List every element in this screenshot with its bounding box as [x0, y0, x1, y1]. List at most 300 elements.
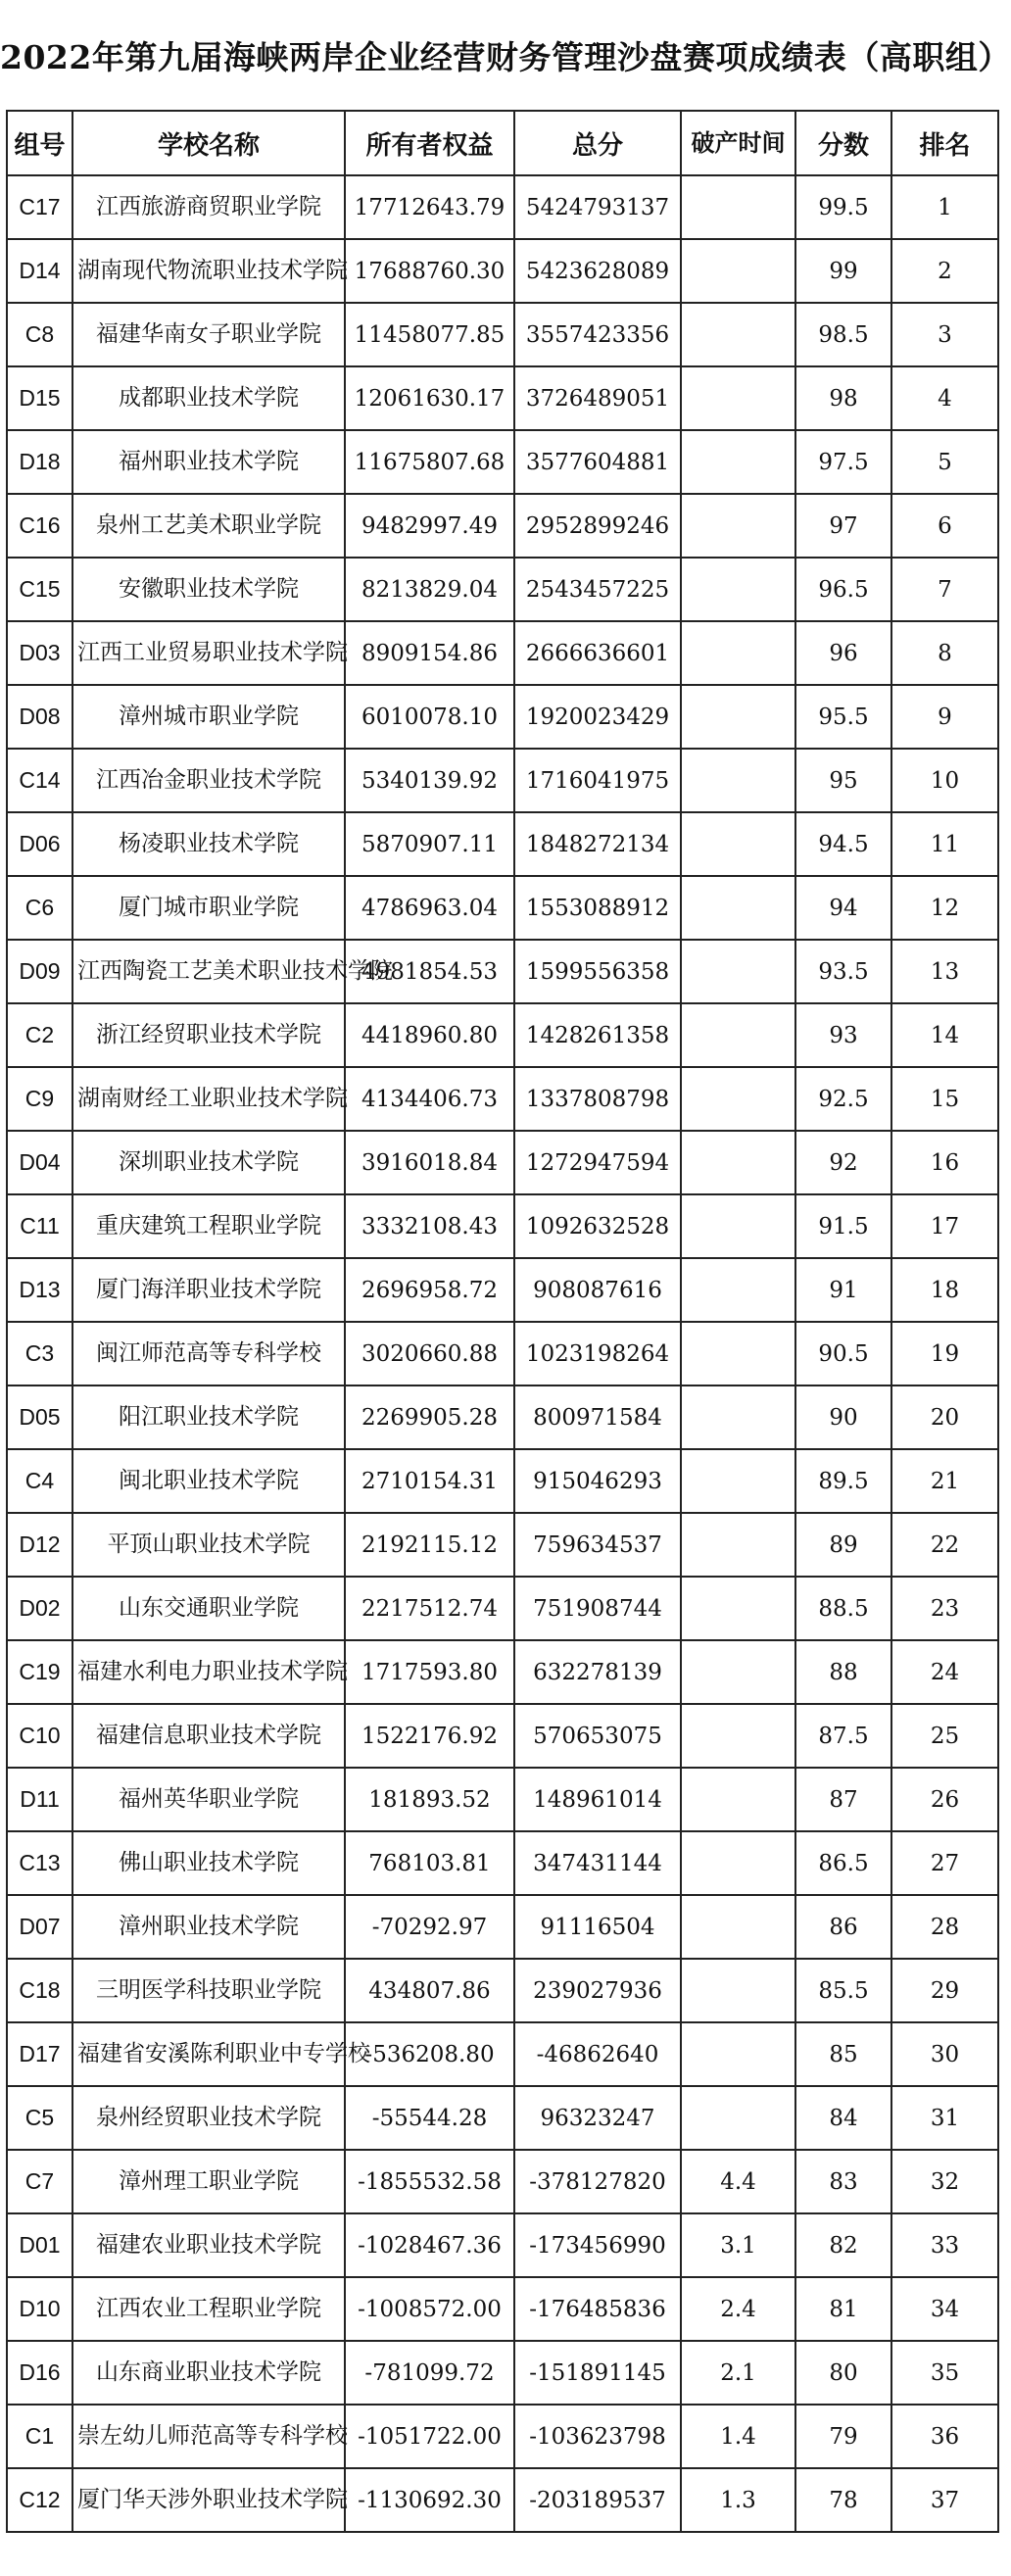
cell-group: C18: [7, 1959, 72, 2022]
cell-score: 89: [795, 1513, 891, 1577]
table-row: [7, 1322, 998, 1385]
cell-rank: 5: [891, 430, 998, 494]
cell-total: -103623798: [514, 2405, 681, 2468]
cell-bankrupt-time: [681, 1640, 795, 1704]
cell-group: D02: [7, 1577, 72, 1640]
cell-rank: 14: [891, 1003, 998, 1067]
cell-total: 148961014: [514, 1768, 681, 1831]
cell-school: 福建信息职业技术学院: [72, 1704, 345, 1768]
table-row: [7, 494, 998, 558]
cell-total: 800971584: [514, 1385, 681, 1449]
cell-total: 1848272134: [514, 812, 681, 876]
cell-score: 93.5: [795, 940, 891, 1003]
cell-score: 80: [795, 2341, 891, 2405]
cell-score: 98.5: [795, 303, 891, 366]
cell-bankrupt-time: [681, 1003, 795, 1067]
cell-school: 闽北职业技术学院: [72, 1449, 345, 1513]
cell-bankrupt-time: [681, 558, 795, 621]
cell-school: 江西旅游商贸职业学院: [72, 175, 345, 239]
cell-group: D06: [7, 812, 72, 876]
cell-total: 759634537: [514, 1513, 681, 1577]
cell-total: 2543457225: [514, 558, 681, 621]
cell-school: 杨凌职业技术学院: [72, 812, 345, 876]
cell-equity: 11458077.85: [345, 303, 514, 366]
table-row: [7, 1258, 998, 1322]
cell-score: 84: [795, 2086, 891, 2150]
cell-school: 福建华南女子职业学院: [72, 303, 345, 366]
table-row: [7, 2022, 998, 2086]
table-row: [7, 1831, 998, 1895]
table-row: [7, 685, 998, 749]
cell-school: 湖南财经工业职业技术学院: [72, 1067, 345, 1131]
cell-total: -378127820: [514, 2150, 681, 2213]
table-row: [7, 2277, 998, 2341]
cell-school: 福建农业职业技术学院: [72, 2213, 345, 2277]
cell-equity: 8909154.86: [345, 621, 514, 685]
cell-rank: 33: [891, 2213, 998, 2277]
cell-total: 96323247: [514, 2086, 681, 2150]
table-row: [7, 430, 998, 494]
cell-rank: 15: [891, 1067, 998, 1131]
table-row: [7, 558, 998, 621]
cell-bankrupt-time: [681, 1322, 795, 1385]
table-row: [7, 2341, 998, 2405]
cell-rank: 16: [891, 1131, 998, 1194]
cell-bankrupt-time: [681, 1194, 795, 1258]
cell-group: C14: [7, 749, 72, 812]
cell-total: 2666636601: [514, 621, 681, 685]
cell-equity: 4981854.53: [345, 940, 514, 1003]
cell-bankrupt-time: [681, 2022, 795, 2086]
cell-rank: 2: [891, 239, 998, 303]
cell-score: 97: [795, 494, 891, 558]
table-row: [7, 1640, 998, 1704]
cell-total: 1092632528: [514, 1194, 681, 1258]
cell-bankrupt-time: [681, 2086, 795, 2150]
cell-score: 90: [795, 1385, 891, 1449]
cell-group: D12: [7, 1513, 72, 1577]
table-row: [7, 940, 998, 1003]
cell-score: 98: [795, 366, 891, 430]
cell-group: C5: [7, 2086, 72, 2150]
cell-score: 85.5: [795, 1959, 891, 2022]
cell-school: 江西陶瓷工艺美术职业技术学院: [72, 940, 345, 1003]
cell-score: 94.5: [795, 812, 891, 876]
cell-rank: 29: [891, 1959, 998, 2022]
cell-equity: 1717593.80: [345, 1640, 514, 1704]
cell-total: 1716041975: [514, 749, 681, 812]
table-row: [7, 2213, 998, 2277]
cell-bankrupt-time: [681, 621, 795, 685]
cell-rank: 34: [891, 2277, 998, 2341]
cell-rank: 13: [891, 940, 998, 1003]
cell-equity: 3332108.43: [345, 1194, 514, 1258]
cell-total: -46862640: [514, 2022, 681, 2086]
cell-rank: 24: [891, 1640, 998, 1704]
cell-total: 91116504: [514, 1895, 681, 1959]
cell-total: -151891145: [514, 2341, 681, 2405]
table-row: [7, 175, 998, 239]
cell-school: 湖南现代物流职业技术学院: [72, 239, 345, 303]
table-row: [7, 749, 998, 812]
cell-score: 95: [795, 749, 891, 812]
table-row: [7, 1131, 998, 1194]
cell-score: 82: [795, 2213, 891, 2277]
header-group: 组号: [7, 111, 72, 175]
cell-school: 三明医学科技职业学院: [72, 1959, 345, 2022]
cell-equity: -1008572.00: [345, 2277, 514, 2341]
table-row: [7, 1385, 998, 1449]
cell-equity: 2217512.74: [345, 1577, 514, 1640]
cell-equity: 4134406.73: [345, 1067, 514, 1131]
cell-school: 山东交通职业学院: [72, 1577, 345, 1640]
cell-equity: -1130692.30: [345, 2468, 514, 2532]
table-row: [7, 1449, 998, 1513]
cell-group: C2: [7, 1003, 72, 1067]
cell-equity: 5340139.92: [345, 749, 514, 812]
cell-rank: 3: [891, 303, 998, 366]
cell-rank: 28: [891, 1895, 998, 1959]
cell-school: 漳州城市职业学院: [72, 685, 345, 749]
cell-bankrupt-time: 2.1: [681, 2341, 795, 2405]
cell-bankrupt-time: [681, 940, 795, 1003]
cell-group: C9: [7, 1067, 72, 1131]
cell-school: 重庆建筑工程职业学院: [72, 1194, 345, 1258]
table-row: [7, 2086, 998, 2150]
cell-school: 江西工业贸易职业技术学院: [72, 621, 345, 685]
cell-bankrupt-time: [681, 303, 795, 366]
cell-total: 751908744: [514, 1577, 681, 1640]
cell-bankrupt-time: [681, 366, 795, 430]
cell-school: 福州英华职业学院: [72, 1768, 345, 1831]
cell-total: -173456990: [514, 2213, 681, 2277]
cell-group: D03: [7, 621, 72, 685]
cell-equity: -536208.80: [345, 2022, 514, 2086]
cell-equity: 1522176.92: [345, 1704, 514, 1768]
cell-total: 239027936: [514, 1959, 681, 2022]
table-row: [7, 876, 998, 940]
cell-bankrupt-time: [681, 239, 795, 303]
cell-score: 86: [795, 1895, 891, 1959]
cell-score: 95.5: [795, 685, 891, 749]
table-row: [7, 1003, 998, 1067]
cell-score: 88.5: [795, 1577, 891, 1640]
table-row: [7, 1959, 998, 2022]
cell-equity: 4786963.04: [345, 876, 514, 940]
cell-bankrupt-time: 2.4: [681, 2277, 795, 2341]
cell-bankrupt-time: [681, 1768, 795, 1831]
cell-score: 92.5: [795, 1067, 891, 1131]
cell-total: 1553088912: [514, 876, 681, 940]
cell-score: 81: [795, 2277, 891, 2341]
cell-bankrupt-time: 1.3: [681, 2468, 795, 2532]
table-row: [7, 239, 998, 303]
cell-bankrupt-time: [681, 430, 795, 494]
cell-total: 1023198264: [514, 1322, 681, 1385]
cell-rank: 25: [891, 1704, 998, 1768]
cell-equity: 3916018.84: [345, 1131, 514, 1194]
cell-total: 1272947594: [514, 1131, 681, 1194]
cell-bankrupt-time: [681, 1577, 795, 1640]
cell-school: 山东商业职业技术学院: [72, 2341, 345, 2405]
cell-school: 江西农业工程职业学院: [72, 2277, 345, 2341]
header-equity: 所有者权益: [345, 111, 514, 175]
cell-score: 79: [795, 2405, 891, 2468]
cell-school: 江西冶金职业技术学院: [72, 749, 345, 812]
table-row: [7, 303, 998, 366]
cell-bankrupt-time: [681, 876, 795, 940]
cell-group: D07: [7, 1895, 72, 1959]
table-row: [7, 1513, 998, 1577]
cell-equity: -55544.28: [345, 2086, 514, 2150]
cell-bankrupt-time: [681, 1385, 795, 1449]
cell-group: D13: [7, 1258, 72, 1322]
header-school: 学校名称: [72, 111, 345, 175]
cell-group: D09: [7, 940, 72, 1003]
cell-total: 908087616: [514, 1258, 681, 1322]
cell-score: 99: [795, 239, 891, 303]
cell-school: 平顶山职业技术学院: [72, 1513, 345, 1577]
cell-score: 85: [795, 2022, 891, 2086]
table-row: [7, 2468, 998, 2532]
cell-total: 1337808798: [514, 1067, 681, 1131]
cell-group: D15: [7, 366, 72, 430]
table-row: [7, 812, 998, 876]
table-row: [7, 1895, 998, 1959]
cell-score: 86.5: [795, 1831, 891, 1895]
cell-score: 87.5: [795, 1704, 891, 1768]
cell-group: C12: [7, 2468, 72, 2532]
cell-rank: 37: [891, 2468, 998, 2532]
cell-score: 78: [795, 2468, 891, 2532]
cell-bankrupt-time: [681, 685, 795, 749]
cell-bankrupt-time: [681, 1831, 795, 1895]
header-rank: 排名: [891, 111, 998, 175]
cell-bankrupt-time: [681, 494, 795, 558]
cell-rank: 10: [891, 749, 998, 812]
cell-school: 阳江职业技术学院: [72, 1385, 345, 1449]
table-row: [7, 366, 998, 430]
cell-equity: 2696958.72: [345, 1258, 514, 1322]
page-title: 2022年第九届海峡两岸企业经营财务管理沙盘赛项成绩表（高职组）: [0, 37, 1011, 76]
cell-rank: 35: [891, 2341, 998, 2405]
cell-bankrupt-time: [681, 1067, 795, 1131]
cell-total: 1920023429: [514, 685, 681, 749]
cell-school: 福建省安溪陈利职业中专学校: [72, 2022, 345, 2086]
cell-score: 94: [795, 876, 891, 940]
cell-bankrupt-time: [681, 1131, 795, 1194]
cell-school: 崇左幼儿师范高等专科学校: [72, 2405, 345, 2468]
cell-equity: 17712643.79: [345, 175, 514, 239]
cell-total: 1428261358: [514, 1003, 681, 1067]
cell-group: C16: [7, 494, 72, 558]
cell-rank: 12: [891, 876, 998, 940]
cell-equity: 8213829.04: [345, 558, 514, 621]
cell-school: 佛山职业技术学院: [72, 1831, 345, 1895]
cell-equity: 5870907.11: [345, 812, 514, 876]
cell-rank: 31: [891, 2086, 998, 2150]
cell-group: C15: [7, 558, 72, 621]
cell-rank: 11: [891, 812, 998, 876]
cell-group: C8: [7, 303, 72, 366]
cell-score: 92: [795, 1131, 891, 1194]
cell-equity: 6010078.10: [345, 685, 514, 749]
cell-group: C6: [7, 876, 72, 940]
cell-equity: 2192115.12: [345, 1513, 514, 1577]
cell-equity: -781099.72: [345, 2341, 514, 2405]
cell-score: 83: [795, 2150, 891, 2213]
cell-group: C1: [7, 2405, 72, 2468]
cell-rank: 19: [891, 1322, 998, 1385]
cell-school: 安徽职业技术学院: [72, 558, 345, 621]
cell-bankrupt-time: [681, 1513, 795, 1577]
cell-score: 96: [795, 621, 891, 685]
cell-group: C4: [7, 1449, 72, 1513]
cell-group: C3: [7, 1322, 72, 1385]
cell-equity: 4418960.80: [345, 1003, 514, 1067]
cell-bankrupt-time: [681, 1258, 795, 1322]
cell-group: D16: [7, 2341, 72, 2405]
cell-total: 570653075: [514, 1704, 681, 1768]
cell-group: C17: [7, 175, 72, 239]
cell-bankrupt-time: [681, 1959, 795, 2022]
cell-school: 厦门城市职业学院: [72, 876, 345, 940]
cell-total: 3577604881: [514, 430, 681, 494]
cell-school: 漳州职业技术学院: [72, 1895, 345, 1959]
cell-equity: -1028467.36: [345, 2213, 514, 2277]
cell-rank: 8: [891, 621, 998, 685]
results-table: [6, 110, 999, 2533]
cell-rank: 26: [891, 1768, 998, 1831]
cell-school: 泉州工艺美术职业学院: [72, 494, 345, 558]
cell-school: 成都职业技术学院: [72, 366, 345, 430]
cell-equity: 17688760.30: [345, 239, 514, 303]
cell-school: 厦门海洋职业技术学院: [72, 1258, 345, 1322]
cell-bankrupt-time: 4.4: [681, 2150, 795, 2213]
cell-score: 93: [795, 1003, 891, 1067]
cell-school: 厦门华天涉外职业技术学院: [72, 2468, 345, 2532]
header-row: [7, 111, 998, 175]
cell-equity: 9482997.49: [345, 494, 514, 558]
table-row: [7, 1704, 998, 1768]
cell-group: C19: [7, 1640, 72, 1704]
table-row: [7, 1067, 998, 1131]
cell-score: 97.5: [795, 430, 891, 494]
cell-total: 632278139: [514, 1640, 681, 1704]
cell-total: 1599556358: [514, 940, 681, 1003]
cell-bankrupt-time: 3.1: [681, 2213, 795, 2277]
cell-rank: 6: [891, 494, 998, 558]
cell-score: 87: [795, 1768, 891, 1831]
header-total: 总分: [514, 111, 681, 175]
cell-rank: 27: [891, 1831, 998, 1895]
cell-score: 90.5: [795, 1322, 891, 1385]
cell-rank: 7: [891, 558, 998, 621]
cell-rank: 4: [891, 366, 998, 430]
cell-total: 2952899246: [514, 494, 681, 558]
table-row: [7, 1577, 998, 1640]
cell-score: 96.5: [795, 558, 891, 621]
cell-bankrupt-time: [681, 175, 795, 239]
cell-group: C11: [7, 1194, 72, 1258]
cell-total: -176485836: [514, 2277, 681, 2341]
table-body: [7, 175, 998, 2532]
cell-group: D04: [7, 1131, 72, 1194]
cell-equity: 2269905.28: [345, 1385, 514, 1449]
cell-score: 91: [795, 1258, 891, 1322]
cell-equity: 12061630.17: [345, 366, 514, 430]
cell-rank: 21: [891, 1449, 998, 1513]
cell-group: C13: [7, 1831, 72, 1895]
cell-group: D14: [7, 239, 72, 303]
cell-score: 88: [795, 1640, 891, 1704]
table-row: [7, 2150, 998, 2213]
cell-group: D10: [7, 2277, 72, 2341]
cell-rank: 20: [891, 1385, 998, 1449]
cell-equity: 3020660.88: [345, 1322, 514, 1385]
cell-equity: -1051722.00: [345, 2405, 514, 2468]
cell-school: 深圳职业技术学院: [72, 1131, 345, 1194]
cell-total: 5424793137: [514, 175, 681, 239]
cell-rank: 22: [891, 1513, 998, 1577]
cell-school: 漳州理工职业学院: [72, 2150, 345, 2213]
table-row: [7, 1768, 998, 1831]
cell-equity: -1855532.58: [345, 2150, 514, 2213]
cell-rank: 36: [891, 2405, 998, 2468]
cell-group: D17: [7, 2022, 72, 2086]
cell-total: 5423628089: [514, 239, 681, 303]
table-row: [7, 621, 998, 685]
header-bankrupt-time: 破产时间: [681, 111, 795, 175]
header-score: 分数: [795, 111, 891, 175]
cell-rank: 17: [891, 1194, 998, 1258]
table-row: [7, 1194, 998, 1258]
cell-equity: -70292.97: [345, 1895, 514, 1959]
cell-total: -203189537: [514, 2468, 681, 2532]
cell-bankrupt-time: 1.4: [681, 2405, 795, 2468]
cell-rank: 18: [891, 1258, 998, 1322]
cell-group: D08: [7, 685, 72, 749]
cell-total: 915046293: [514, 1449, 681, 1513]
table-row: [7, 2405, 998, 2468]
cell-rank: 32: [891, 2150, 998, 2213]
cell-group: D11: [7, 1768, 72, 1831]
cell-score: 89.5: [795, 1449, 891, 1513]
cell-equity: 11675807.68: [345, 430, 514, 494]
cell-bankrupt-time: [681, 1449, 795, 1513]
cell-score: 99.5: [795, 175, 891, 239]
cell-bankrupt-time: [681, 1704, 795, 1768]
cell-score: 91.5: [795, 1194, 891, 1258]
cell-rank: 9: [891, 685, 998, 749]
cell-equity: 434807.86: [345, 1959, 514, 2022]
cell-equity: 181893.52: [345, 1768, 514, 1831]
cell-total: 3557423356: [514, 303, 681, 366]
cell-equity: 768103.81: [345, 1831, 514, 1895]
cell-group: D01: [7, 2213, 72, 2277]
cell-school: 福州职业技术学院: [72, 430, 345, 494]
cell-equity: 2710154.31: [345, 1449, 514, 1513]
cell-bankrupt-time: [681, 1895, 795, 1959]
cell-total: 347431144: [514, 1831, 681, 1895]
cell-bankrupt-time: [681, 812, 795, 876]
table-header: [7, 111, 998, 175]
cell-group: D18: [7, 430, 72, 494]
cell-rank: 30: [891, 2022, 998, 2086]
cell-group: C7: [7, 2150, 72, 2213]
cell-group: C10: [7, 1704, 72, 1768]
cell-rank: 23: [891, 1577, 998, 1640]
